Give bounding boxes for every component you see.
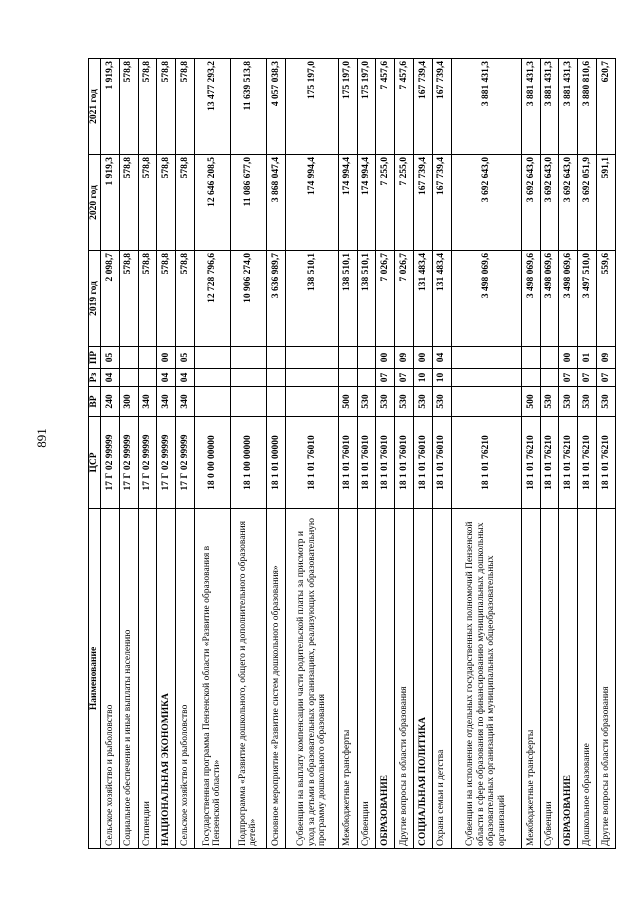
cell-y2019: 578,8: [119, 251, 138, 347]
cell-name: Сельское хозяйство и рыболовство: [176, 509, 195, 849]
cell-vr: [285, 387, 338, 417]
cell-y2020: 3 692 643,0: [521, 155, 540, 251]
table-row: [194, 59, 230, 849]
cell-y2021: 578,8: [138, 59, 157, 155]
cell-rz: 10: [432, 369, 451, 387]
cell-pr: 09: [597, 347, 616, 369]
cell-rz: 07: [559, 369, 578, 387]
cell-rz: [338, 369, 357, 387]
cell-y2021: 175 197,0: [338, 59, 357, 155]
cell-y2020: 167 739,4: [414, 155, 433, 251]
cell-pr: [357, 347, 376, 369]
cell-y2020: 3 692 643,0: [540, 155, 559, 251]
cell-name: Государственная программа Пензенской области «Развитие образования в Пензенской области»: [194, 509, 230, 849]
cell-vr: 530: [395, 387, 414, 417]
cell-name: НАЦИОНАЛЬНАЯ ЭКОНОМИКА: [157, 509, 176, 849]
cell-y2020: 7 255,0: [395, 155, 414, 251]
cell-csr: 17 Г 02 99999: [101, 417, 120, 509]
cell-rz: 04: [176, 369, 195, 387]
cell-pr: 05: [101, 347, 120, 369]
cell-y2020: 174 994,4: [338, 155, 357, 251]
cell-name: Межбюджетные трансферты: [521, 509, 540, 849]
table-row: [540, 59, 559, 849]
cell-csr: 18 1 01 76010: [414, 417, 433, 509]
cell-csr: 17 Г 02 99999: [138, 417, 157, 509]
table-row: [597, 59, 616, 849]
cell-y2020: 1 919,3: [101, 155, 120, 251]
cell-csr: 18 1 01 00000: [266, 417, 285, 509]
cell-y2020: 3 692 051,9: [578, 155, 597, 251]
cell-pr: 05: [176, 347, 195, 369]
cell-rz: [119, 369, 138, 387]
table-row: [285, 59, 338, 849]
cell-rz: [230, 369, 266, 387]
cell-vr: 530: [432, 387, 451, 417]
header-csr: ЦСР: [89, 417, 101, 509]
cell-y2019: 138 510,1: [338, 251, 357, 347]
cell-y2019: 578,8: [176, 251, 195, 347]
cell-pr: [338, 347, 357, 369]
table-row: [395, 59, 414, 849]
cell-y2020: 167 739,4: [432, 155, 451, 251]
cell-pr: 00: [376, 347, 395, 369]
cell-name: Сельское хозяйство и рыболовство: [101, 509, 120, 849]
cell-rz: [357, 369, 376, 387]
cell-y2021: 7 457,6: [395, 59, 414, 155]
table-row: [230, 59, 266, 849]
cell-rz: [285, 369, 338, 387]
cell-vr: 530: [540, 387, 559, 417]
table-row: [451, 59, 521, 849]
cell-csr: 18 1 01 76010: [338, 417, 357, 509]
cell-y2019: 559,6: [597, 251, 616, 347]
cell-vr: 500: [338, 387, 357, 417]
cell-name: Другие вопросы в области образования: [395, 509, 414, 849]
cell-y2021: 578,8: [119, 59, 138, 155]
cell-y2020: 174 994,4: [285, 155, 338, 251]
cell-y2021: 3 881 431,3: [521, 59, 540, 155]
cell-vr: 300: [119, 387, 138, 417]
cell-rz: 04: [101, 369, 120, 387]
cell-rz: [194, 369, 230, 387]
cell-name: Дошкольное образование: [578, 509, 597, 849]
cell-vr: 240: [101, 387, 120, 417]
cell-y2019: 12 728 796,6: [194, 251, 230, 347]
cell-y2020: 7 255,0: [376, 155, 395, 251]
cell-name: Субвенции на исполнение отдельных государственных полномочий Пензенской области в сфере образования по финансированию муниципальных дошкольных образовательных организаций и муниципальных общеобразовательных организаций: [451, 509, 521, 849]
cell-csr: 18 1 01 76210: [521, 417, 540, 509]
cell-vr: 530: [414, 387, 433, 417]
cell-pr: 00: [414, 347, 433, 369]
cell-rz: [521, 369, 540, 387]
cell-y2019: 578,8: [138, 251, 157, 347]
cell-y2019: 138 510,1: [357, 251, 376, 347]
table-row: [157, 59, 176, 849]
cell-csr: 18 1 01 76210: [559, 417, 578, 509]
table-header-row: [89, 59, 101, 849]
cell-y2021: 13 477 293,2: [194, 59, 230, 155]
cell-rz: 07: [376, 369, 395, 387]
cell-pr: 01: [578, 347, 597, 369]
cell-csr: 17 Г 02 99999: [119, 417, 138, 509]
cell-y2019: 3 636 989,7: [266, 251, 285, 347]
cell-vr: 530: [376, 387, 395, 417]
header-2020: 2020 год: [89, 155, 101, 251]
table-row: [357, 59, 376, 849]
cell-pr: [285, 347, 338, 369]
cell-rz: [266, 369, 285, 387]
header-vr: ВР: [89, 387, 101, 417]
cell-csr: 18 1 01 76210: [451, 417, 521, 509]
cell-y2019: 131 483,4: [432, 251, 451, 347]
cell-vr: [194, 387, 230, 417]
cell-y2021: 578,8: [176, 59, 195, 155]
cell-y2021: 175 197,0: [285, 59, 338, 155]
table-row: [266, 59, 285, 849]
cell-name: Стипендии: [138, 509, 157, 849]
cell-csr: 18 1 01 76010: [432, 417, 451, 509]
cell-pr: [230, 347, 266, 369]
cell-pr: [521, 347, 540, 369]
cell-y2021: 4 057 038,3: [266, 59, 285, 155]
cell-name: СОЦИАЛЬНАЯ ПОЛИТИКА: [414, 509, 433, 849]
cell-pr: 09: [395, 347, 414, 369]
cell-name: Социальное обеспечение и иные выплаты населению: [119, 509, 138, 849]
header-2019: 2019 год: [89, 251, 101, 347]
cell-vr: 530: [597, 387, 616, 417]
cell-y2019: 3 498 069,6: [540, 251, 559, 347]
cell-y2021: 11 639 513,8: [230, 59, 266, 155]
cell-y2020: 578,8: [119, 155, 138, 251]
cell-name: ОБРАЗОВАНИЕ: [376, 509, 395, 849]
cell-y2019: 138 510,1: [285, 251, 338, 347]
cell-rz: [138, 369, 157, 387]
cell-y2019: 2 098,7: [101, 251, 120, 347]
cell-rz: 04: [157, 369, 176, 387]
budget-table-container: [88, 59, 616, 849]
cell-csr: 18 1 01 76010: [376, 417, 395, 509]
table-row: [119, 59, 138, 849]
cell-name: ОБРАЗОВАНИЕ: [559, 509, 578, 849]
cell-name: Охрана семьи и детства: [432, 509, 451, 849]
cell-rz: 07: [597, 369, 616, 387]
cell-pr: [540, 347, 559, 369]
cell-y2019: 7 026,7: [395, 251, 414, 347]
cell-name: Субвенции: [357, 509, 376, 849]
cell-rz: 10: [414, 369, 433, 387]
cell-y2021: 7 457,6: [376, 59, 395, 155]
table-row: [578, 59, 597, 849]
cell-name: Межбюджетные трансферты: [338, 509, 357, 849]
cell-vr: 530: [578, 387, 597, 417]
cell-rz: [451, 369, 521, 387]
cell-y2021: 3 881 431,3: [451, 59, 521, 155]
header-rz: Рз: [89, 369, 101, 387]
cell-y2020: 174 994,4: [357, 155, 376, 251]
cell-pr: [194, 347, 230, 369]
cell-csr: 18 1 01 76010: [357, 417, 376, 509]
cell-y2021: 1 919,3: [101, 59, 120, 155]
cell-rz: [540, 369, 559, 387]
cell-y2020: 578,8: [176, 155, 195, 251]
cell-rz: 07: [395, 369, 414, 387]
cell-vr: 500: [521, 387, 540, 417]
table-row: [432, 59, 451, 849]
cell-y2021: 620,7: [597, 59, 616, 155]
cell-name: Другие вопросы в области образования: [597, 509, 616, 849]
cell-y2020: 578,8: [138, 155, 157, 251]
cell-csr: 18 1 01 76210: [578, 417, 597, 509]
cell-pr: 04: [432, 347, 451, 369]
cell-y2020: 3 868 047,4: [266, 155, 285, 251]
cell-y2019: 3 498 069,6: [451, 251, 521, 347]
cell-pr: [138, 347, 157, 369]
cell-pr: 00: [157, 347, 176, 369]
cell-vr: [230, 387, 266, 417]
cell-y2021: 3 881 431,3: [540, 59, 559, 155]
cell-vr: [451, 387, 521, 417]
cell-y2021: 3 881 431,3: [559, 59, 578, 155]
cell-name: Субвенции: [540, 509, 559, 849]
cell-y2021: 175 197,0: [357, 59, 376, 155]
cell-y2019: 7 026,7: [376, 251, 395, 347]
cell-y2019: 3 497 510,0: [578, 251, 597, 347]
cell-pr: [451, 347, 521, 369]
cell-vr: 340: [157, 387, 176, 417]
cell-y2021: 167 739,4: [432, 59, 451, 155]
table-row: [138, 59, 157, 849]
cell-y2020: 578,8: [157, 155, 176, 251]
cell-vr: 340: [138, 387, 157, 417]
cell-csr: 17 Г 02 99999: [157, 417, 176, 509]
cell-csr: 17 Г 02 99999: [176, 417, 195, 509]
cell-vr: [266, 387, 285, 417]
cell-y2019: 3 498 069,6: [521, 251, 540, 347]
cell-vr: 530: [559, 387, 578, 417]
header-name: Наименование: [89, 509, 101, 849]
header-pr: ПР: [89, 347, 101, 369]
cell-csr: 18 1 01 76010: [285, 417, 338, 509]
cell-name: Подпрограмма «Развитие дошкольного, общего и дополнительного образования детей»: [230, 509, 266, 849]
cell-y2020: 591,1: [597, 155, 616, 251]
table-row: [101, 59, 120, 849]
cell-vr: 530: [357, 387, 376, 417]
cell-y2021: 578,8: [157, 59, 176, 155]
cell-y2019: 10 906 274,0: [230, 251, 266, 347]
cell-csr: 18 0 00 00000: [194, 417, 230, 509]
table-row: [338, 59, 357, 849]
table-row: [376, 59, 395, 849]
header-2021: 2021 год: [89, 59, 101, 155]
cell-vr: 340: [176, 387, 195, 417]
cell-y2020: 12 646 208,5: [194, 155, 230, 251]
cell-y2020: 3 692 643,0: [559, 155, 578, 251]
cell-pr: 00: [559, 347, 578, 369]
budget-table: [88, 58, 616, 849]
cell-pr: [266, 347, 285, 369]
cell-csr: 18 1 00 00000: [230, 417, 266, 509]
cell-y2019: 131 483,4: [414, 251, 433, 347]
cell-name: Субвенции на выплату компенсации части родительской платы за присмотр и уход за детьми в образовательных организациях, реализующих образовательную программу дошкольного образования: [285, 509, 338, 849]
cell-csr: 18 1 01 76210: [540, 417, 559, 509]
cell-csr: 18 1 01 76010: [395, 417, 414, 509]
cell-y2019: 578,8: [157, 251, 176, 347]
table-row: [521, 59, 540, 849]
cell-y2021: 3 880 810,6: [578, 59, 597, 155]
table-row: [414, 59, 433, 849]
cell-rz: 07: [578, 369, 597, 387]
cell-y2020: 11 086 677,0: [230, 155, 266, 251]
cell-csr: 18 1 01 76210: [597, 417, 616, 509]
table-row: [176, 59, 195, 849]
cell-name: Основное мероприятие «Развитие систем дошкольного образования»: [266, 509, 285, 849]
cell-y2019: 3 498 069,6: [559, 251, 578, 347]
table-row: [559, 59, 578, 849]
page-number: 891: [34, 428, 49, 448]
cell-y2020: 3 692 643,0: [451, 155, 521, 251]
cell-pr: [119, 347, 138, 369]
cell-y2021: 167 739,4: [414, 59, 433, 155]
